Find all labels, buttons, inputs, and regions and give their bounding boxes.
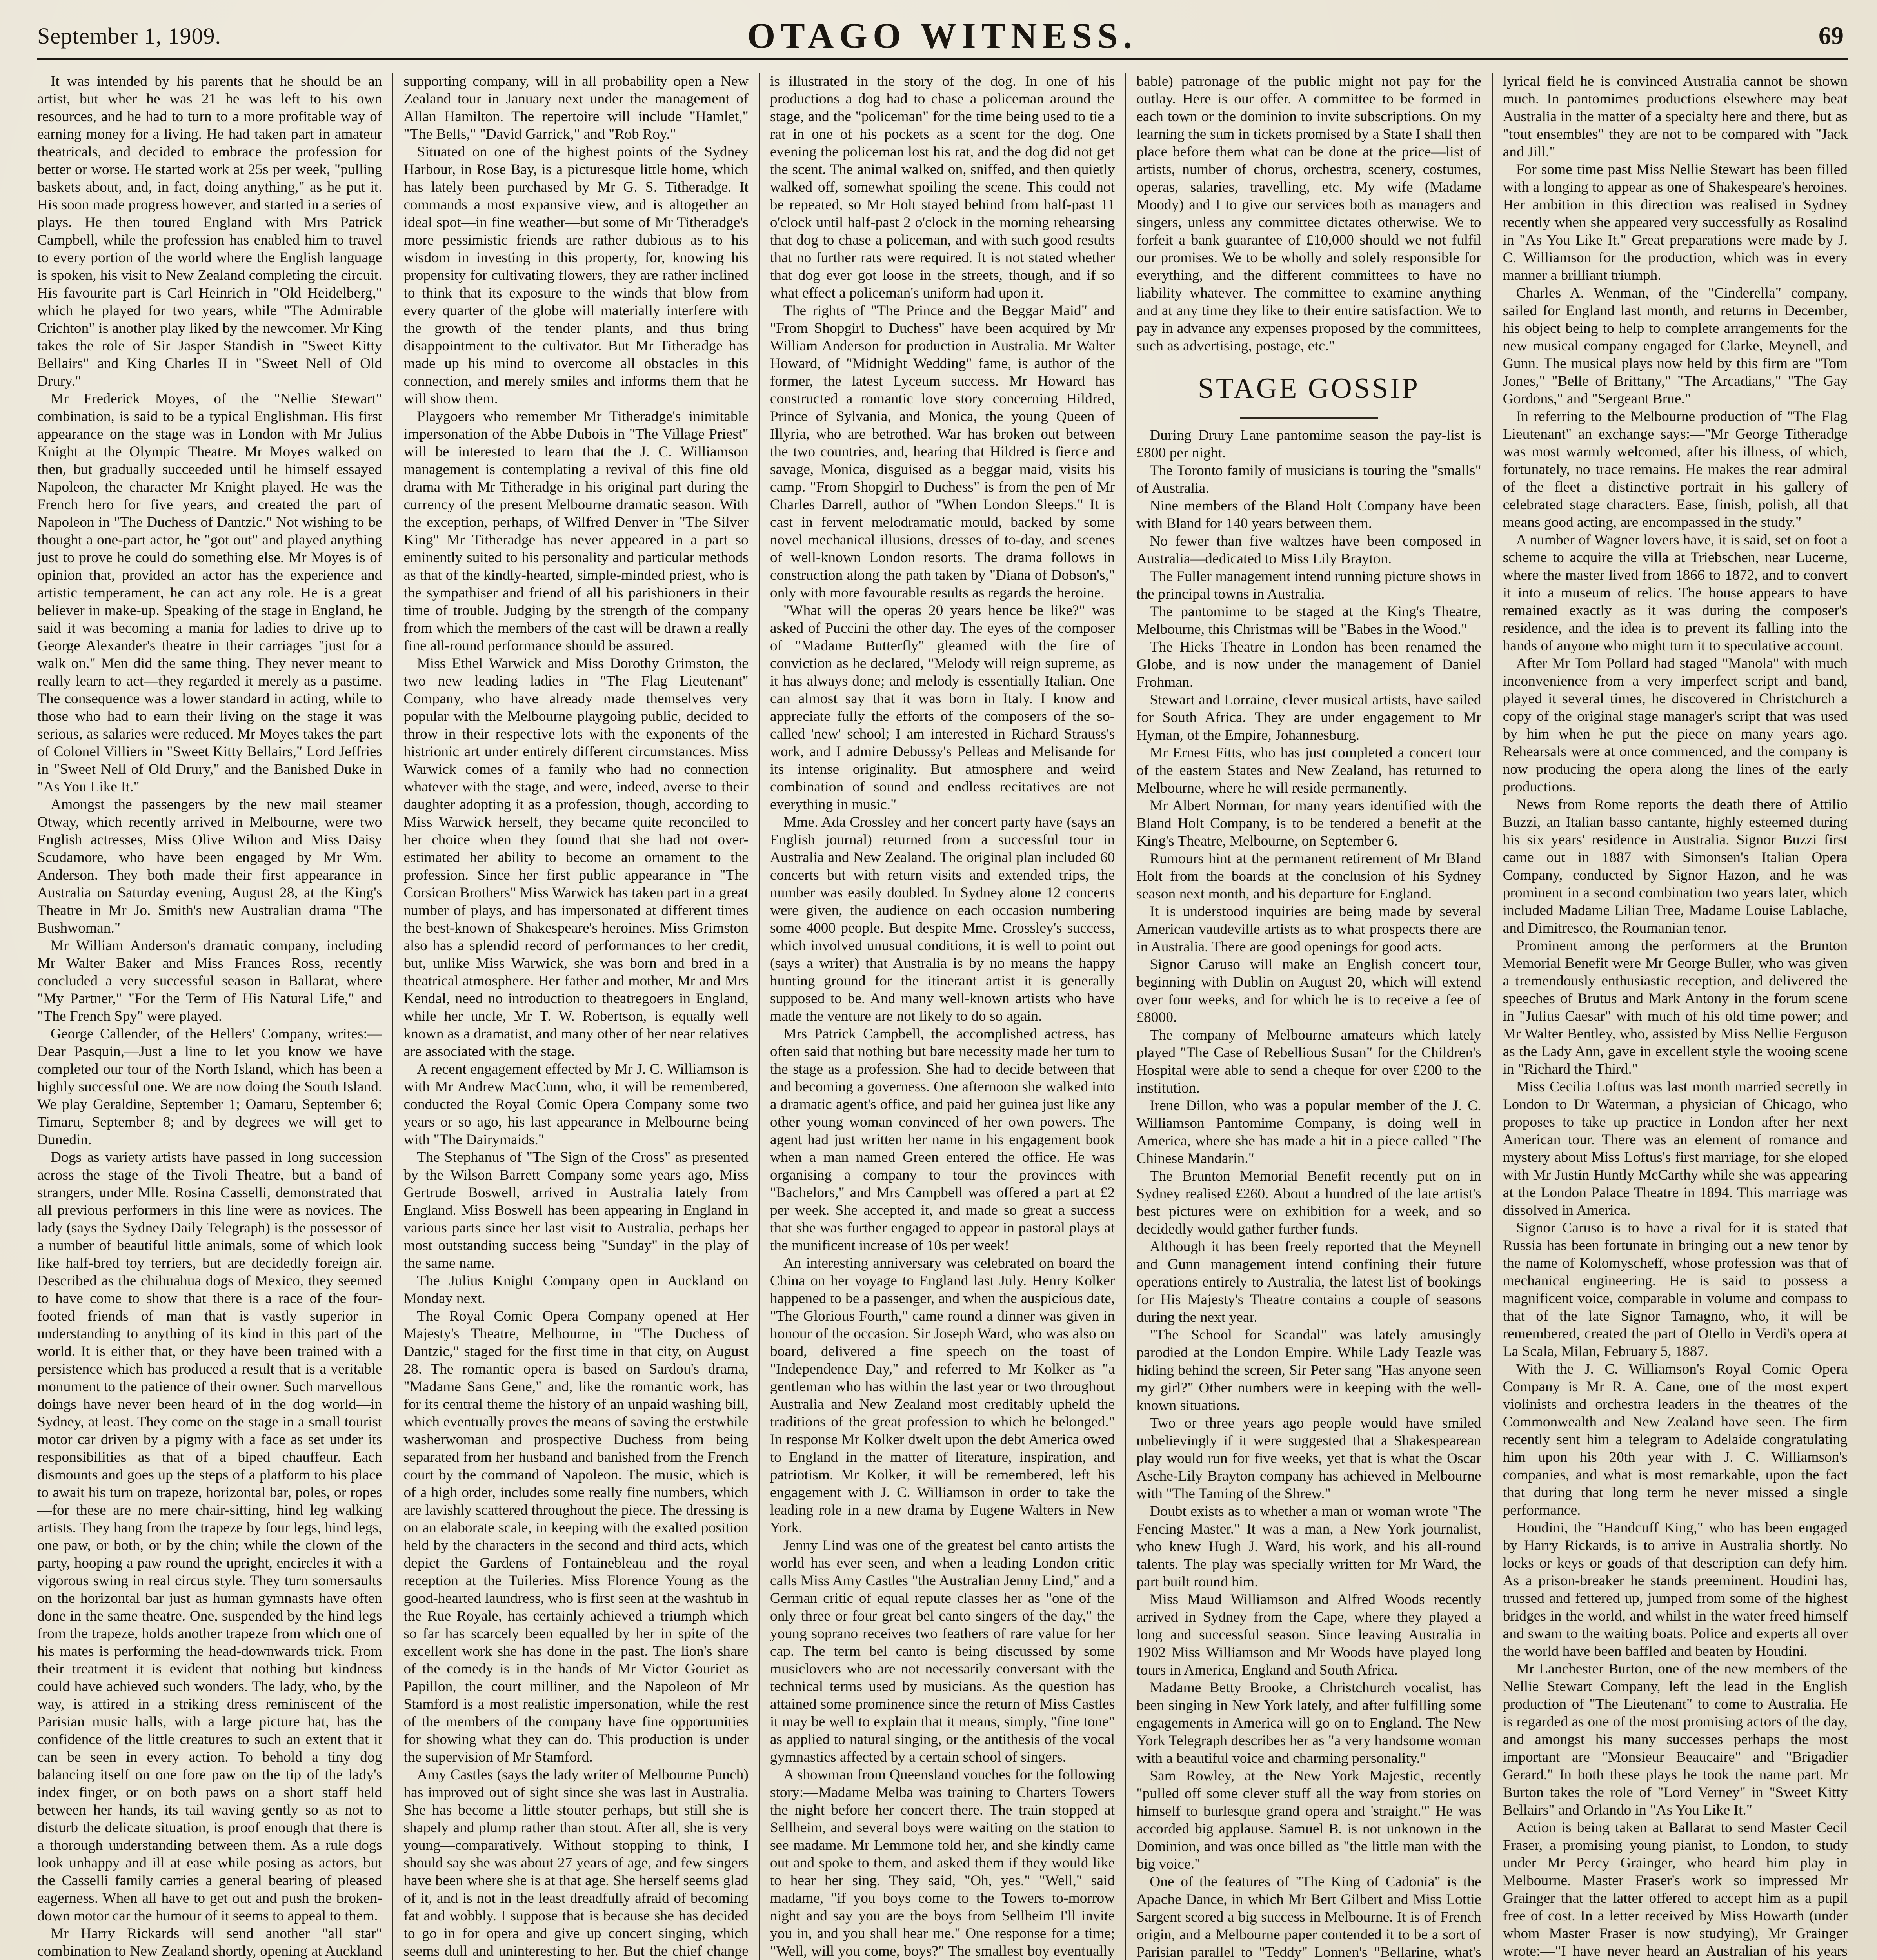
article-paragraph: It was intended by his parents that he should be an artist, but wher he was 21 he was left to his own resources, and he had to turn to a more profitable way of earning money for a living. He had taken part in amateur theatricals, and decided to embrace the profession for better or worse. He started work at 25s per week, "pulling baskets about, and, in fact, doing anything," as he put it. His soon made progress however, and started in a series of plays. He then toured England with Mrs Patrick Campbell, while the profession has enabled him to travel to every portion of the world where the English language is spoken, his visit to New Zealand completing the circuit. His favourite part is Carl Heinrich in "Old Heidelberg," which he played for two years, while "The Admirable Crichton" is another play liked by the newcomer. Mr King takes the role of Sir Jasper Standish in "Sweet Kitty Bellairs" and King Charles II in "Sweet Nell of Old Drury." xyxy=(37,73,382,389)
article-paragraph: The pantomime to be staged at the King's Theatre, Melbourne, this Christmas will be "Babes in the Wood." xyxy=(1136,604,1481,637)
article-paragraph: Sam Rowley, at the New York Majestic, recently "pulled off some clever stuff all the way from stories on himself to burlesque grand opera and 'straight.'" He was accorded big applause. Samuel B. is not unknown in the Dominion, and was once billed as "the little man with the big voice." xyxy=(1136,1768,1481,1872)
article-paragraph: is illustrated in the story of the dog. In one of his productions a dog had to chase a policeman around the stage, and the "policeman" for the time being used to tie a rat in one of his pockets as a scent for the dog. One evening the policeman lost his rat, and the dog did not get the scent. The animal walked on, sniffed, and then quietly walked off, somewhat spoiling the scene. This could not be repeated, so Mr Holt stayed behind from half-past 11 o'clock until half-past 2 o'clock in the morning rehearsing that dog to chase a policeman, and with such good results that no further rats were required. It is not stated whether that dog ever got loose in the streets, though, and if so what effect a policeman's uniform had upon it. xyxy=(770,73,1115,301)
article-paragraph: Stewart and Lorraine, clever musical artists, have sailed for South Africa. They are under engagement to Mr Hyman, of the Empire, Johannesburg. xyxy=(1136,692,1481,743)
article-paragraph: Dogs as variety artists have passed in long succession across the stage of the Tivoli Theatre, but a band of strangers, under Mlle. Rosina Casselli, demonstrated that all previous performers in this line were as novices. The lady (says the Sydney Daily Telegraph) is the possessor of a number of beautiful little animals, some of which look like half-bred toy terriers, but are decidedly foreign air. Described as the chihuahua dogs of Mexico, they seemed to have come to show that there is a race of the four-footed friends of man that is vastly superior in understanding to anything of its kind in this part of the world. It is either that, or they have been trained with a persistence which has produced a result that is a veritable monument to the patience of their owner. Such marvellous doings have never been heard of in the dog world—in Sydney, at least. They come on the stage in a small tourist motor car driven by a pigmy with a face as set under its responsibilities as that of a biped chauffeur. Each dismounts and goes up the steps of a platform to his place to await his turn on trapeze, horizontal bar, poles, or ropes—for these are no mere chair-sitting, hind leg walking artists. They hang from the trapeze by four legs, hind legs, one paw, or both, or by the chin; while the clown of the party, hooping a paw round the upright, encircles it with a vigorous swing in real circus style. They turn somersaults on the horizontal bar just as human gymnasts have often done in the same theatre. One, suspended by the hind legs from the trapeze, holds another trapeze from which one of his mates is performing the head-downwards trick. From their treatment it is evident that nothing but kindness could have achieved such wonders. The lady, who, by the way, is attired in a striking dress reminiscent of the Parisian music halls, with a large picture hat, has the confidence of the little creatures to such an extent that it can be seen in every action. To behold a tiny dog balancing itself on one fore paw on the tip of the lady's index finger, or on both paws on a short staff held between her hands, its tail waving gently so as not to disturb the delicate situation, is proof enough that there is a thorough understanding between them. As a rule dogs look unhappy and ill at ease while posing as actors, but the Casselli family carries a general bearing of pleased eagerness. When all have to get out and push the broken-down motor car the humour of it seems to appeal to them. xyxy=(37,1149,382,1924)
article-paragraph: Miss Cecilia Loftus was last month married secretly in London to Dr Waterman, a physician of Chicago, who proposes to take up practice in London after her next American tour. There was an element of romance and mystery about Miss Loftus's first marriage, for she eloped with Mr Justin Huntly McCarthy while she was appearing at the London Palace Theatre in 1894. This marriage was dissolved in America. xyxy=(1503,1079,1848,1218)
article-paragraph: Signor Caruso is to have a rival for it is stated that Russia has been fortunate in bringing out a new tenor by the name of Kolomyscheff, whose profession was that of mechanical engineering. He is said to possess a magnificent voice, comparable in volume and compass to that of the late Signor Tamagno, who, it will be remembered, created the part of Otello in Verdi's opera at La Scala, Milan, February 5, 1887. xyxy=(1503,1220,1848,1359)
page-number: 69 xyxy=(1819,22,1844,49)
article-paragraph: Mr Ernest Fitts, who has just completed a concert tour of the eastern States and New Zealand, has returned to Melbourne, where he will reside permanently. xyxy=(1136,745,1481,796)
article-paragraph: Mme. Ada Crossley and her concert party have (says an English journal) returned from a successful tour in Australia and New Zealand. The original plan included 60 concerts but with return visits and extended trips, the number was easily doubled. In Sydney alone 12 concerts were given, the audience on each occasion numbering some 4000 people. But despite Mme. Crossley's success, which involved unusual conditions, it is well to point out (says a writer) that Australia is by no means the happy hunting ground for the itinerant artist it is generally supposed to be. And many well-known artists who have made the venture are not likely to do so again. xyxy=(770,814,1115,1024)
article-paragraph: The Fuller management intend running picture shows in the principal towns in Australia. xyxy=(1136,568,1481,602)
article-paragraph: Mr William Anderson's dramatic company, including Mr Walter Baker and Miss Frances Ross, recently concluded a very successful season in Ballarat, where "My Partner," "For the Term of His Natural Life," and "The French Spy" were played. xyxy=(37,938,382,1024)
article-paragraph: Houdini, the "Handcuff King," who has been engaged by Harry Rickards, is to arrive in Australia shortly. No locks or keys or goads of that description can defy him. As a prison-breaker he stands preeminent. Houdini has, trussed and fettered up, jumped from some of the highest bridges in the world, and whilst in the water freed himself and swam to the waiting boats. Police and experts all over the world have been baffled and beaten by Houdini. xyxy=(1503,1520,1848,1659)
article-paragraph: Jenny Lind was one of the greatest bel canto artists the world has ever seen, and when a leading London critic calls Miss Amy Castles "the Australian Jenny Lind," and a German critic of equal repute classes her as "one of the only three or four great bel canto singers of the day," the young soprano receives two feathers of rare value for her cap. The term bel canto is being discussed by some musiclovers who are not necessarily conversant with the technical terms used by musicians. As the question has attained some prominence since the return of Miss Castles it may be well to explain that it means, simply, "fine tone" as applied to natural singing, or the antithesis of the vocal gymnastics affected by a certain school of singers. xyxy=(770,1537,1115,1765)
article-paragraph: After Mr Tom Pollard had staged "Manola" with much inconvenience from a very imperfect script and band, played it several times, he discovered in Christchurch a copy of the original stage manager's script that was used by him when he put the piece on many years ago. Rehearsals were at once commenced, and the company is now producing the opera along the lines of the early productions. xyxy=(1503,655,1848,795)
article-paragraph: George Callender, of the Hellers' Company, writes:—Dear Pasquin,—Just a line to let you know we have completed our tour of the North Island, which has been a highly successful one. We are now doing the South Island. We play Geraldine, September 1; Oamaru, September 6; Timaru, September 8; and by degrees we will get to Dunedin. xyxy=(37,1026,382,1148)
article-paragraph: Nine members of the Bland Holt Company have been with Bland for 140 years between them. xyxy=(1136,498,1481,532)
article-paragraph: The Toronto family of musicians is touring the "smalls" of Australia. xyxy=(1136,463,1481,496)
article-paragraph: Mr Albert Norman, for many years identified with the Bland Holt Company, is to be tendered a benefit at the King's Theatre, Melbourne, on September 6. xyxy=(1136,798,1481,849)
section-heading: STAGE GOSSIP xyxy=(1197,372,1420,405)
column-5 xyxy=(1492,73,1848,1960)
article-columns xyxy=(37,73,1848,1960)
article-paragraph: A recent engagement effected by Mr J. C. Williamson is with Mr Andrew MacCunn, who, it will be remembered, conducted the Royal Comic Opera Company some two years or so ago, his last appearance in Melbourne being with "The Dairymaids." xyxy=(403,1061,749,1148)
article-paragraph: An interesting anniversary was celebrated on board the China on her voyage to England last July. Henry Kolker happened to be a passenger, and when the auspicious date, "The Glorious Fourth," came round a dinner was given in honour of the occasion. Sir Joseph Ward, who was also on board, delivered a fine speech on the toast of "Independence Day," and referred to Mr Kolker as "a gentleman who has within the last year or two throughout Australia and New Zealand most creditably upheld the traditions of the great profession to which he belonged." In response Mr Kolker dwelt upon the debt America owed to England in the matter of literature, inspiration, and patriotism. Mr Kolker, it will be remembered, left his engagement with J. C. Williamson in order to take the leading role in a new drama by Eugene Walters in New York. xyxy=(770,1255,1115,1536)
article-paragraph: Two or three years ago people would have smiled unbelievingly if it were suggested that a Shakespearean play would run for five weeks, yet that is what the Oscar Asche-Lily Brayton company has achieved in Melbourne with "The Taming of the Shrew." xyxy=(1136,1415,1481,1502)
article-paragraph: Situated on one of the highest points of the Sydney Harbour, in Rose Bay, is a picturesque little home, which has lately been purchased by Mr G. S. Titheradge. It commands a most expansive view, and is altogether an ideal spot—in fine weather—but some of Mr Titheradge's more pessimistic friends are rather dubious as to his wisdom in investing in this property, for, knowing his propensity for cultivating flowers, they are rather inclined to think that its exposure to the winds that blow from every quarter of the globe will materially interfere with the growth of the tender plants, and thus bring disappointment to the cultivator. But Mr Titheradge has made up his mind to overcome all obstacles in this connection, and merely smiles and informs them that he will show them. xyxy=(403,144,749,407)
article-paragraph: The Royal Comic Opera Company opened at Her Majesty's Theatre, Melbourne, in "The Duchess of Dantzic," staged for the first time in that city, on August 28. The romantic opera is based on Sardou's drama, "Madame Sans Gene," and, like the romantic work, has for its central theme the history of an unpaid washing bill, which eventually proves the means of saving the erstwhile washerwoman and prospective Duchess from being separated from her husband and banished from the French court by the command of Napoleon. The music, which is of a high order, includes some really fine numbers, which are lavishly scattered throughout the piece. The dressing is on an elaborate scale, in keeping with the exalted position held by the characters in the second and third acts, which depict the Gardens of Fontainebleau and the royal reception at the Tuileries. Miss Florence Young as the good-hearted laundress, who is first seen at the washtub in the Rue Royale, has certainly achieved a triumph which so far has scarcely been equalled by her in spite of the excellent work she has done in the past. The lion's share of the comedy is in the hands of Mr Victor Gouriet as Papillon, the court milliner, and the Napoleon of Mr Stamford is a most realistic impersonation, while the rest of the members of the company have fine opportunities for showing what they can do. This production is under the supervision of Mr Stamford. xyxy=(403,1308,749,1765)
article-paragraph: Amongst the passengers by the new mail steamer Otway, which recently arrived in Melbourne, were two English actresses, Miss Olive Wilton and Miss Daisy Scudamore, who have been engaged by Mr Wm. Anderson. They both made their first appearance in Australia on Saturday evening, August 28, at the King's Theatre in Mr Jo. Smith's new Australian drama "The Bushwoman." xyxy=(37,797,382,936)
issue-date: September 1, 1909. xyxy=(37,23,222,49)
article-paragraph: The Hicks Theatre in London has been renamed the Globe, and is now under the management of Daniel Frohman. xyxy=(1136,639,1481,690)
column-3 xyxy=(759,73,1125,1960)
article-paragraph: Mrs Patrick Campbell, the accomplished actress, has often said that nothing but bare necessity made her turn to the stage as a profession. She had to decide between that and becoming a governess. One afternoon she walked into a dramatic agent's office, and paid her guinea just like any other young woman convinced of her own powers. The agent had just written her name in his engagement book when a man named Green entered the office. He was organising a company to tour the provinces with "Bachelors," and Mrs Campbell was offered a part at £2 per week. She accepted it, and made so great a success that she was further engaged to appear in pastoral plays at the munificent increase of 10s per week! xyxy=(770,1026,1115,1254)
article-paragraph: "The School for Scandal" was lately amusingly parodied at the London Empire. While Lady Teazle was hiding behind the screen, Sir Peter sang "Has anyone seen my girl?" Other numbers were in keeping with the well-known situations. xyxy=(1136,1327,1481,1414)
article-paragraph: No fewer than five waltzes have been composed in Australia—dedicated to Miss Lily Brayton. xyxy=(1136,533,1481,567)
article-paragraph: bable) patronage of the public might not pay for the outlay. Here is our offer. A committee to be formed in each town or the dominion to invite subscriptions. On my learning the sum in tickets promised by a State I shall then place before them what can be done at the price—list of artists, number of chorus, orchestra, scenery, costumes, operas, salaries, travelling, etc. My wife (Madame Moody) and I to give our services both as managers and singers, unless any committee dictates otherwise. We to forfeit a bank guarantee of £10,000 should we not fulfil our promises. We to be wholly and solely responsible for everything, and the different committees to have no liability whatever. The committee to examine anything and at any time they like to their entire satisfaction. We to pay in advance any expenses proposed by the committees, such as advertising, postage, etc." xyxy=(1136,73,1481,354)
article-paragraph: Rumours hint at the permanent retirement of Mr Bland Holt from the boards at the conclusion of his Sydney season next month, and his departure for England. xyxy=(1136,851,1481,902)
article-paragraph: lyrical field he is convinced Australia cannot be shown much. In pantomimes productions elsewhere may beat Australia in the matter of a specialty here and there, but as "tout ensembles" they are not to be compared with "Jack and Jill." xyxy=(1503,73,1848,160)
article-paragraph: Signor Caruso will make an English concert tour, beginning with Dublin on August 20, which will extend over four weeks, and for which he is to receive a fee of £8000. xyxy=(1136,956,1481,1025)
article-paragraph: It is understood inquiries are being made by several American vaudeville artists as to what prospects there are in Australia. There are good openings for good acts. xyxy=(1136,904,1481,955)
article-paragraph: During Drury Lane pantomime season the pay-list is £800 per night. xyxy=(1136,427,1481,461)
article-paragraph: The Brunton Memorial Benefit recently put on in Sydney realised £260. About a hundred of the late artist's best pictures were on exhibition for a week, and so decidedly would gather further funds. xyxy=(1136,1168,1481,1237)
article-paragraph: Mr Lanchester Burton, one of the new members of the Nellie Stewart Company, left the lead in the English production of "The Lieutenant" to come to Australia. He is regarded as one of the most promising actors of the day, and amongst his many successes perhaps the most important are "Monsieur Beaucaire" and "Brigadier Gerard." In both these plays he took the name part. Mr Burton takes the role of "Lord Verney" in "Sweet Kitty Bellairs" and Orlando in "As You Like It." xyxy=(1503,1661,1848,1818)
article-paragraph: Doubt exists as to whether a man or woman wrote "The Fencing Master." It was a man, a New York journalist, who knew Hugh J. Ward, his work, and his all-round talents. The play was specially written for Mr Ward, the part built round him. xyxy=(1136,1503,1481,1590)
article-paragraph: Playgoers who remember Mr Titheradge's inimitable impersonation of the Abbe Dubois in "The Village Priest" will be interested to learn that the J. C. Williamson management is contemplating a revival of this fine old drama with Mr Titheradge in his original part during the currency of the present Melbourne dramatic season. With the exception, perhaps, of Wilfred Denver in "The Silver King" Mr Titheradge has never appeared in a part so eminently suited to his personality and particular methods as that of the kindly-hearted, simple-minded priest, who is the sympathiser and friend of all his parishioners in their time of trouble. Judging by the strength of the company from which the members of the cast will be drawn a really fine all-round performance should be assured. xyxy=(403,408,749,654)
heading-rule xyxy=(1240,417,1378,419)
article-paragraph: Mr Frederick Moyes, of the "Nellie Stewart" combination, is said to be a typical Englishman. His first appearance on the stage was in London with Mr Julius Knight at the Olympic Theatre. Mr Moyes walked on then, but gradually succeeded until he himself essayed Napoleon, the character Mr Knight played. He was the French hero for five years, and created the part of Napoleon in "The Duchess of Dantzic." Not wishing to be thought a one-part actor, he "got out" and played anything just to prove he could do something else. Mr Moyes is of opinion that, provided an actor has the experience and artistic temperament, he can act any role. He is a great believer in make-up. Speaking of the stage in England, he said it was becoming a mania for ladies to drive up to George Alexander's theatre in their carriages "just for a walk on." Men did the same thing. They never meant to really learn to act—they regarded it merely as a pastime. The consequence was a lower standard in acting, while to those who had to earn their living on the stage it was serious, as salaries were reduced. Mr Moyes takes the part of Colonel Villiers in "Sweet Kitty Bellairs," Lord Jeffries in "Sweet Nell of Old Drury," and the Banished Duke in "As You Like It." xyxy=(37,391,382,795)
article-paragraph: One of the features of "The King of Cadonia" is the Apache Dance, in which Mr Bert Gilbert and Miss Lottie Sargent scored a big success in Melbourne. It is of French origin, and a Melbourne paper contended it to be a sort of Parisian parallel to "Teddy" Lonnen's "Bellarine, what's xyxy=(1136,1874,1481,1960)
article-paragraph: The rights of "The Prince and the Beggar Maid" and "From Shopgirl to Duchess" have been acquired by Mr William Anderson for production in Australia. Mr Walter Howard, of "Midnight Wedding" fame, is author of the former, the latest Lyceum success. Mr Howard has constructed a romantic love story concerning Hildred, Prince of Sylvania, and Monica, the young Queen of Illyria, who are betrothed. War has broken out between the two countries, and, hearing that Hildred is fierce and savage, Monica, disguised as a beggar maid, visits his camp. "From Shopgirl to Duchess" is from the pen of Mr Charles Darrell, author of "When London Sleeps." It is cast in fervent melodramatic mould, backed by some novel mechanical illusions, dresses of to-day, and scenes of well-known London resorts. The drama follows in construction along the path taken by "Diana of Dobson's," only with more favourable results as regards the heroine. xyxy=(770,303,1115,601)
article-paragraph: News from Rome reports the death there of Attilio Buzzi, an Italian basso cantante, highly esteemed during his six years' residence in Australia. Signor Buzzi first came out in 1887 with Simonsen's Italian Opera Company, conducted by Signor Hazon, and he was prominent in a second combination two years later, which included Madame Lilian Tree, Madame Louise Lablache, and Dimitresco, the Roumanian tenor. xyxy=(1503,797,1848,936)
article-paragraph: The Julius Knight Company open in Auckland on Monday next. xyxy=(403,1273,749,1307)
article-paragraph: Prominent among the performers at the Brunton Memorial Benefit were Mr George Buller, who was given a tremendously enthusiastic reception, and delivered the speeches of Brutus and Mark Antony in the forum scene in "Julius Caesar" with much of his old time power; and Mr Walter Bentley, who, assisted by Miss Nellie Ferguson as the Lady Ann, gave in excellent style the wooing scene in "Richard the Third." xyxy=(1503,938,1848,1077)
article-paragraph: The company of Melbourne amateurs which lately played "The Case of Rebellious Susan" for the Children's Hospital were able to send a cheque for over £200 to the institution. xyxy=(1136,1027,1481,1096)
article-paragraph: Miss Ethel Warwick and Miss Dorothy Grimston, the two new leading ladies in "The Flag Lieutenant" Company, who have already made themselves very popular with the Melbourne playgoing public, decided to throw in their respective lots with the exponents of the histrionic art under entirely different circumstances. Miss Warwick comes of a family who had no connection whatever with the stage, and were, indeed, averse to their daughter adopting it as a profession, though, according to Miss Warwick herself, they became quite reconciled to her choice when they found that she had not over-estimated her ability to become an ornament to the profession. Since her first public appearance in "The Corsican Brothers" Miss Warwick has taken part in a great number of plays, and has impersonated at different times the best-known of Shakespeare's heroines. Miss Grimston also has a splendid record of performances to her credit, but, unlike Miss Warwick, she was born and bred in a theatrical atmosphere. Her father and mother, Mr and Mrs Kendal, need no introduction to theatregoers in England, while her uncle, Mr T. W. Robertson, is equally well known as a dramatist, and many other of her near relatives are associated with the stage. xyxy=(403,655,749,1060)
column-1 xyxy=(37,73,392,1960)
article-paragraph: In referring to the Melbourne production of "The Flag Lieutenant" an exchange says:—"Mr George Titheradge was most warmly welcomed, after his illness, of which, fortunately, no trace remains. He makes the rear admiral of the fleet a distinctive portrait in his gallery of celebrated stage characters. Ease, finish, polish, all that means good acting, are encompassed in the study." xyxy=(1503,408,1848,530)
article-paragraph: For some time past Miss Nellie Stewart has been filled with a longing to appear as one of Shakespeare's heroines. Her ambition in this direction was realised in Sydney recently when she appeared very successfully as Rosalind in "As You Like It." Great preparations were made by J. C. Williamson for the production, which was in every manner a brilliant triumph. xyxy=(1503,162,1848,283)
article-paragraph: "What will the operas 20 years hence be like?" was asked of Puccini the other day. The eyes of the composer of "Madame Butterfly" gleamed with the fire of conviction as he declared, "Melody will reign supreme, as it has always done; and melody is essentially Italian. One can almost say that it was born in Italy. I know and appreciate fully the efforts of the composers of the so-called 'new' school; I am interested in Richard Strauss's work, and I admire Debussy's Pelleas and Melisande for its intense originality. But atmosphere and weird combination of sound and endless recitatives are not everything in music." xyxy=(770,603,1115,813)
article-paragraph: Amy Castles (says the lady writer of Melbourne Punch) has improved out of sight since she was last in Australia. She has become a little stouter perhaps, but still she is shapely and plump rather than stout. After all, she is very young—comparatively. Without stopping to think, I should say she was about 27 years of age, and few singers have been where she is at that age. She herself seems glad of it, and is not in the least dreadfully afraid of becoming fat and wobbly. I suppose that is because she has decided to go in for opera and give up concert singing, which seems dull and uninteresting to her. But the chief change xyxy=(403,1767,749,1959)
article-paragraph: Although it has been freely reported that the Meynell and Gunn management intend confining their future operations entirely to Australia, the latest list of bookings for His Majesty's Theatre contains a couple of seasons during the next year. xyxy=(1136,1239,1481,1325)
article-paragraph: Mr Harry Rickards will send another "all star" combination to New Zealand shortly, opening at Auckland xyxy=(37,1926,382,1959)
column-2 xyxy=(392,73,758,1960)
masthead xyxy=(37,12,1848,59)
article-paragraph: The Stephanus of "The Sign of the Cross" as presented by the Wilson Barrett Company some years ago, Miss Gertrude Boswell, arrived in Australia lately from England. Miss Boswell has been appearing in England in various parts since her last visit to Australia, perhaps her most outstanding success being "Sunday" in the play of the same name. xyxy=(403,1149,749,1271)
article-paragraph: A showman from Queensland vouches for the following story:—Madame Melba was training to Charters Towers the night before her concert there. The train stopped at Sellheim, and several boys were waiting on the station to see madame. Mr Lemmone told her, and she kindly came out and spoke to them, and asked them if they would like to hear her sing. They said, "Oh, yes." "Well," said madame, "if you boys come to the Towers to-morrow night and say you are the boys from Sellheim I'll invite you in, and you shall hear me." One response for a time; "Well, will you come, boys?" The smallest boy eventually xyxy=(770,1767,1115,1959)
article-paragraph: With the J. C. Williamson's Royal Comic Opera Company is Mr R. A. Cane, one of the most expert violinists and orchestra leaders in the theatres of the Commonwealth and New Zealand have seen. The firm recently sent him a telegram to Adelaide congratulating him upon his 20th year with J. C. Williamson's companies, and what is most remarkable, upon the fact that during that long term he never missed a single performance. xyxy=(1503,1361,1848,1518)
masthead-rule xyxy=(37,58,1848,60)
newspaper-title: OTAGO WITNESS. xyxy=(747,16,1138,56)
article-paragraph: Madame Betty Brooke, a Christchurch vocalist, has been singing in New York lately, and after fulfilling some engagements in America will go on to England. The New York Telegraph describes her as "a very handsome woman with a beautiful voice and charming personality." xyxy=(1136,1680,1481,1766)
article-paragraph: supporting company, will in all probability open a New Zealand tour in January next under the management of Allan Hamilton. The repertoire will include "Hamlet," "The Bells," "David Garrick," and "Rob Roy." xyxy=(403,73,749,142)
article-paragraph: Miss Maud Williamson and Alfred Woods recently arrived in Sydney from the Cape, where they played a long and successful season. Since leaving Australia in 1902 Miss Williamson and Mr Woods have played long tours in America, England and South Africa. xyxy=(1136,1592,1481,1678)
article-paragraph: Action is being taken at Ballarat to send Master Cecil Fraser, a promising young pianist, to London, to study under Mr Percy Grainger, who heard him play in Melbourne. Master Fraser's work so impressed Mr Grainger that the latter offered to accept him as a pupil free of cost. In a letter received by Miss Howarth (under whom Master Fraser is now studying), Mr Grainger wrote:—"I have never heard an Australian of his years xyxy=(1503,1820,1848,1959)
column-4 xyxy=(1125,73,1491,1960)
article-paragraph: Irene Dillon, who was a popular member of the J. C. Williamson Pantomime Company, is doing well in America, where she has made a hit in a piece called "The Chinese Mandarin." xyxy=(1136,1098,1481,1167)
article-paragraph: A number of Wagner lovers have, it is said, set on foot a scheme to acquire the villa at Triebschen, near Lucerne, where the master lived from 1866 to 1872, and to convert it into a museum of relics. The house appears to have remained exactly as it was during the composer's residence, and the idea is to prevent its falling into the hands of anyone who might turn it to speculative account. xyxy=(1503,532,1848,654)
article-paragraph: Charles A. Wenman, of the "Cinderella" company, sailed for England last month, and returns in December, his object being to help to complete arrangements for the new musical company engaged for Clarke, Meynell, and Gunn. The musical plays now held by this firm are "Tom Jones," "Belle of Brittany," "The Arcadians," "The Gay Gordons," and "Sergeant Brue." xyxy=(1503,285,1848,407)
